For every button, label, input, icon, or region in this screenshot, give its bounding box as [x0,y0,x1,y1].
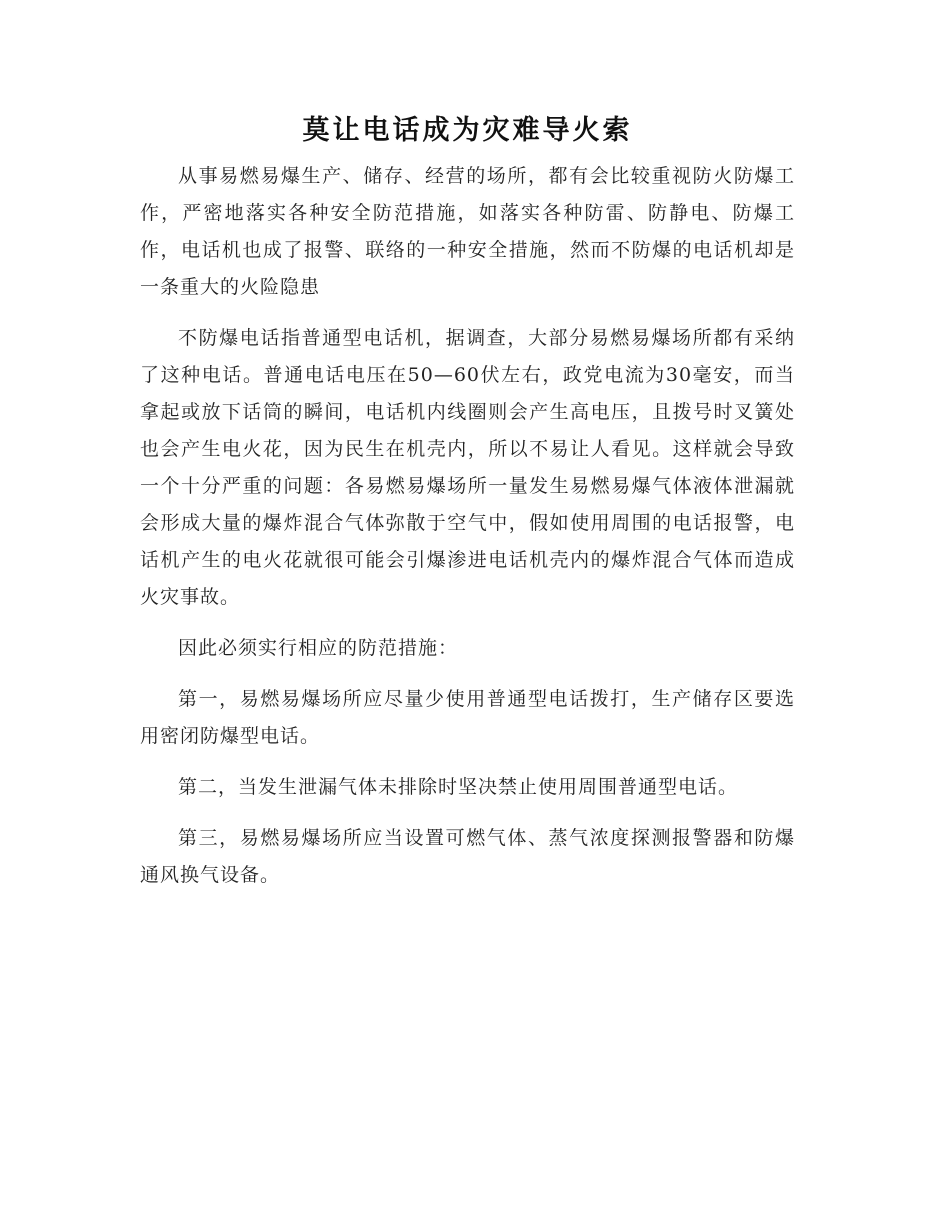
document-page [140,108,795,908]
paragraph-measure-3: 第三，易燃易爆场所应当设置可燃气体、蒸气浓度探测报警器和防爆通风换气设备。 [140,827,795,886]
paragraph-measure-1: 第一，易燃易爆场所应尽量少使用普通型电话拨打，生产储存区要选用密闭防爆型电话。 [140,688,795,747]
paragraph-intro: 从事易燃易爆生产、储存、经营的场所，都有会比较重视防火防爆工作，严密地落实各种安全防范措施，如落实各种防雷、防静电、防爆工作，电话机也成了报警、联络的一种安全措施，然而不防爆的电话机却是一条重大的火险隐患 [140,165,795,298]
paragraph-measures-intro: 因此必须实行相应的防范措施： [178,637,459,659]
paragraph-measure-2: 第二，当发生泄漏气体未排除时坚决禁止使用周围普通型电话。 [178,776,739,798]
paragraph-explanation: 不防爆电话指普通型电话机，据调查，大部分易燃易爆场所都有采纳了这种电话。普通电话电压在50—60伏左右，政党电流为30毫安，而当拿起或放下话筒的瞬间，电话机内线圈则会产生高电压，且拨号时叉簧处也会产生电火花，因为民生在机壳内，所以不易让人看见。这样就会导致一个十分严重的问题：各易燃易爆场所一量发生易燃易爆气体液体泄漏就会形成大量的爆炸混合气体弥散于空气中，假如使用周围的电话报警，电话机产生的电火花就很可能会引爆渗进电话机壳内的爆炸混合气体而造成火灾事故。 [140,327,795,608]
document-title: 莫让电话成为灾难导火索 [302,115,633,146]
